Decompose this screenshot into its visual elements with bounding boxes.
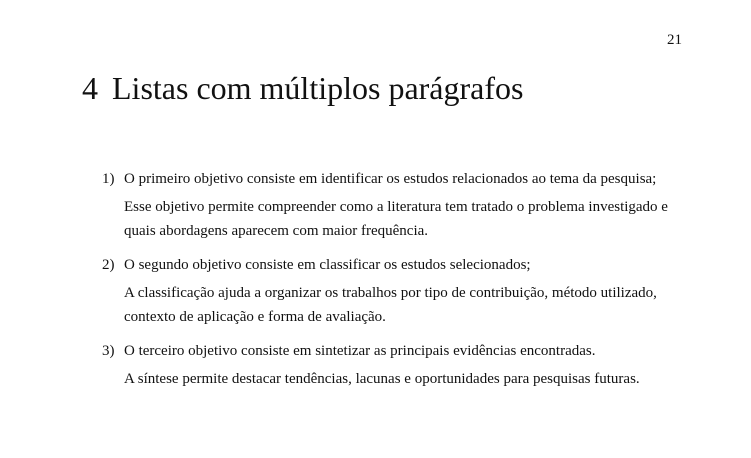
list-item (102, 256, 702, 329)
list-item-text: O segundo objetivo consiste em classificar os estudos selecionados; (124, 257, 531, 273)
list-item-text: O terceiro objetivo consiste em sintetizar as principais evidências encontradas. (124, 343, 596, 359)
list-item-paragraph: A classificação ajuda a organizar os trabalhos por tipo de contribuição, método utilizado, contexto de aplicação e forma de avaliação. (124, 285, 657, 325)
chapter-number: 4 (82, 70, 98, 106)
list-item-paragraph: A síntese permite destacar tendências, lacunas e oportunidades para pesquisas futuras. (124, 371, 640, 387)
list-item-text: O primeiro objetivo consiste em identificar os estudos relacionados ao tema da pesquisa; (124, 171, 657, 187)
list-item (102, 170, 702, 243)
list-item-paragraph: Esse objetivo permite compreender como a literatura tem tratado o problema investigado e quais abordagens aparecem com maior frequência. (124, 199, 668, 239)
list-item-number: 1) (102, 171, 115, 187)
chapter-title: Listas com múltiplos parágrafos (112, 70, 524, 106)
list-item-number: 2) (102, 257, 115, 273)
page-number: 21 (667, 32, 682, 48)
list-item-number: 3) (102, 343, 115, 359)
chapter-heading (82, 68, 523, 108)
list-item (102, 342, 702, 391)
objectives-list (102, 170, 702, 404)
